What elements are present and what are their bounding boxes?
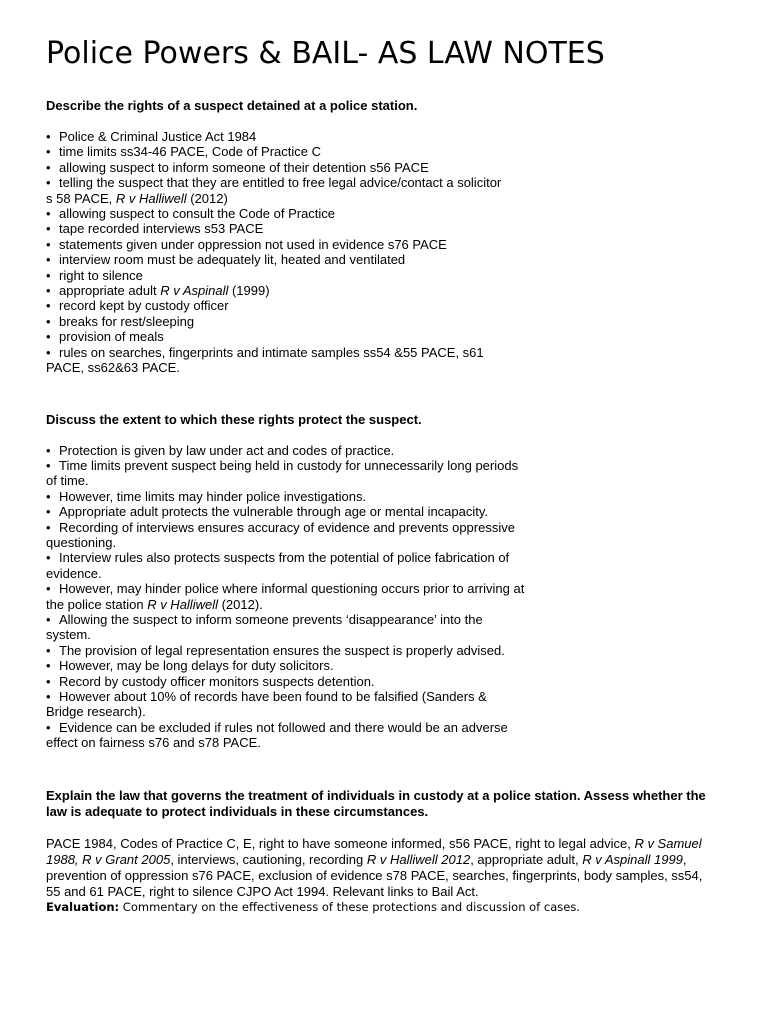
case-reference: R v Aspinall 1999 xyxy=(582,851,683,867)
list-item: • statements given under oppression not used in evidence s76 PACE xyxy=(46,236,447,252)
section2-list xyxy=(46,443,526,751)
list-item: • Police & Criminal Justice Act 1984 xyxy=(46,129,257,144)
list-item: • appropriate adult R v Aspinall (1999) xyxy=(46,283,270,299)
list-item: • Record by custody officer monitors suspects detention. xyxy=(46,673,375,689)
list-item: • allowing suspect to consult the Code of Practice xyxy=(46,206,336,222)
evaluation-label: Evaluation: xyxy=(46,899,120,914)
list-item: • Recording of interviews ensures accuracy of evidence and prevents oppressive questioning. xyxy=(46,519,515,550)
evaluation-note: Evaluation: Commentary on the effectiveness of these protections and discussion of cases. xyxy=(46,899,580,914)
list-item: • Evidence can be excluded if rules not followed and there would be an adverse effect on fairness s76 and s78 PACE. xyxy=(46,719,508,751)
case-reference: R v Samuel 1988, R v Grant 2005 xyxy=(46,835,702,867)
case-reference: R v Halliwell 2012 xyxy=(366,851,471,867)
list-item: • However, may be long delays for duty solicitors. xyxy=(46,658,334,674)
section3-heading: Explain the law that governs the treatment of individuals in custody at a police station. Assess whether the law is adequate to protect individuals in these circumstances. xyxy=(46,787,706,819)
list-item: • right to silence xyxy=(46,267,143,283)
list-item: • Time limits prevent suspect being held in custody for unnecessarily long periods of time. xyxy=(46,457,519,489)
list-item: • record kept by custody officer xyxy=(46,298,229,314)
page-title: Police Powers & BAIL- AS LAW NOTES xyxy=(46,36,605,71)
list-item: • allowing suspect to inform someone of their detention s56 PACE xyxy=(46,159,429,175)
list-item: • interview room must be adequately lit, heated and ventilated xyxy=(46,252,406,268)
list-item: • The provision of legal representation ensures the suspect is properly advised. xyxy=(46,642,505,658)
list-item: • Interview rules also protects suspects from the potential of police fabrication of evidence. xyxy=(46,550,510,581)
section3-paragraph: PACE 1984, Codes of Practice C, E, right to have someone informed, s56 PACE, right to legal advice, R v Samuel 1988, R v Grant 2005, interviews, cautioning, recording R v Halliwell 2012, appropriate adult, R v Aspinall 1999, prevention of oppression s76 PACE, exclusion of evidence s78 PACE, searches, fingerprints, body samples, ss54, 55 and 61 PACE, right to silence CJPO Act 1994. Relevant links to Bail Act. xyxy=(46,835,703,899)
list-item: • time limits ss34-46 PACE, Code of Practice C xyxy=(46,144,322,160)
list-item: • However about 10% of records have been found to be falsified (Sanders & Bridge research). xyxy=(46,689,487,720)
case-reference: R v Aspinall xyxy=(160,283,229,299)
list-item: • tape recorded interviews s53 PACE xyxy=(46,221,264,237)
section2-heading: Discuss the extent to which these rights protect the suspect. xyxy=(46,411,422,427)
list-item: • Allowing the suspect to inform someone prevents ‘disappearance’ into the system. xyxy=(46,611,483,643)
case-reference: R v Halliwell xyxy=(147,596,218,612)
list-item: • rules on searches, fingerprints and intimate samples ss54 &55 PACE, s61 PACE, ss62&63 PACE. xyxy=(46,344,484,376)
list-item: • provision of meals xyxy=(46,329,164,345)
list-item: • telling the suspect that they are entitled to free legal advice/contact a solicitor s 58 PACE, R v Halliwell (2012) xyxy=(46,175,502,206)
list-item: • Protection is given by law under act and codes of practice. xyxy=(46,442,395,458)
section1-list xyxy=(46,129,506,376)
list-item: • breaks for rest/sleeping xyxy=(46,313,195,329)
list-item: • However, may hinder police where informal questioning occurs prior to arriving at the police station R v Halliwell (2012). xyxy=(46,581,525,612)
list-item: • Appropriate adult protects the vulnerable through age or mental incapacity. xyxy=(46,504,489,520)
section1-heading: Describe the rights of a suspect detained at a police station. xyxy=(46,98,418,113)
list-item: • However, time limits may hinder police investigations. xyxy=(46,488,367,504)
case-reference: R v Halliwell xyxy=(115,190,187,206)
